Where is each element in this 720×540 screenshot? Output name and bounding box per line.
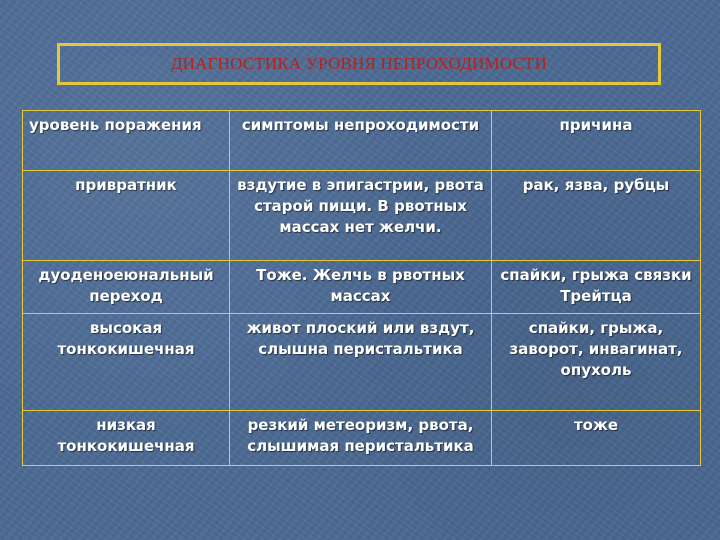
header-level: уровень поражения (23, 111, 230, 171)
cell-cause: спайки, грыжа связки Трейтца (492, 261, 701, 314)
title-box (57, 43, 661, 85)
header-symptoms: симптомы непроходимости (230, 111, 492, 171)
header-cause: причина (492, 111, 701, 171)
slide-title: ДИАГНОСТИКА УРОВНЯ НЕПРОХОДИМОСТИ (170, 54, 548, 73)
cell-cause: спайки, грыжа, заворот, инвагинат, опухоль (492, 314, 701, 411)
cell-symptoms: вздутие в эпигастрии, рвота старой пищи. В рвотных массах нет желчи. (230, 171, 492, 261)
table-row (23, 411, 701, 466)
cell-level: дуоденоеюнальный переход (23, 261, 230, 314)
cell-symptoms: резкий метеоризм, рвота, слышимая перистальтика (230, 411, 492, 466)
table-row (23, 171, 701, 261)
table-row (23, 314, 701, 411)
table-row (23, 261, 701, 314)
cell-cause: тоже (492, 411, 701, 466)
table-header-row (23, 111, 701, 171)
cell-cause: рак, язва, рубцы (492, 171, 701, 261)
cell-level: низкая тонкокишечная (23, 411, 230, 466)
cell-symptoms: Тоже. Желчь в рвотных массах (230, 261, 492, 314)
diagnosis-table (22, 110, 701, 466)
cell-symptoms: живот плоский или вздут, слышна перистальтика (230, 314, 492, 411)
cell-level: высокая тонкокишечная (23, 314, 230, 411)
cell-level: привратник (23, 171, 230, 261)
